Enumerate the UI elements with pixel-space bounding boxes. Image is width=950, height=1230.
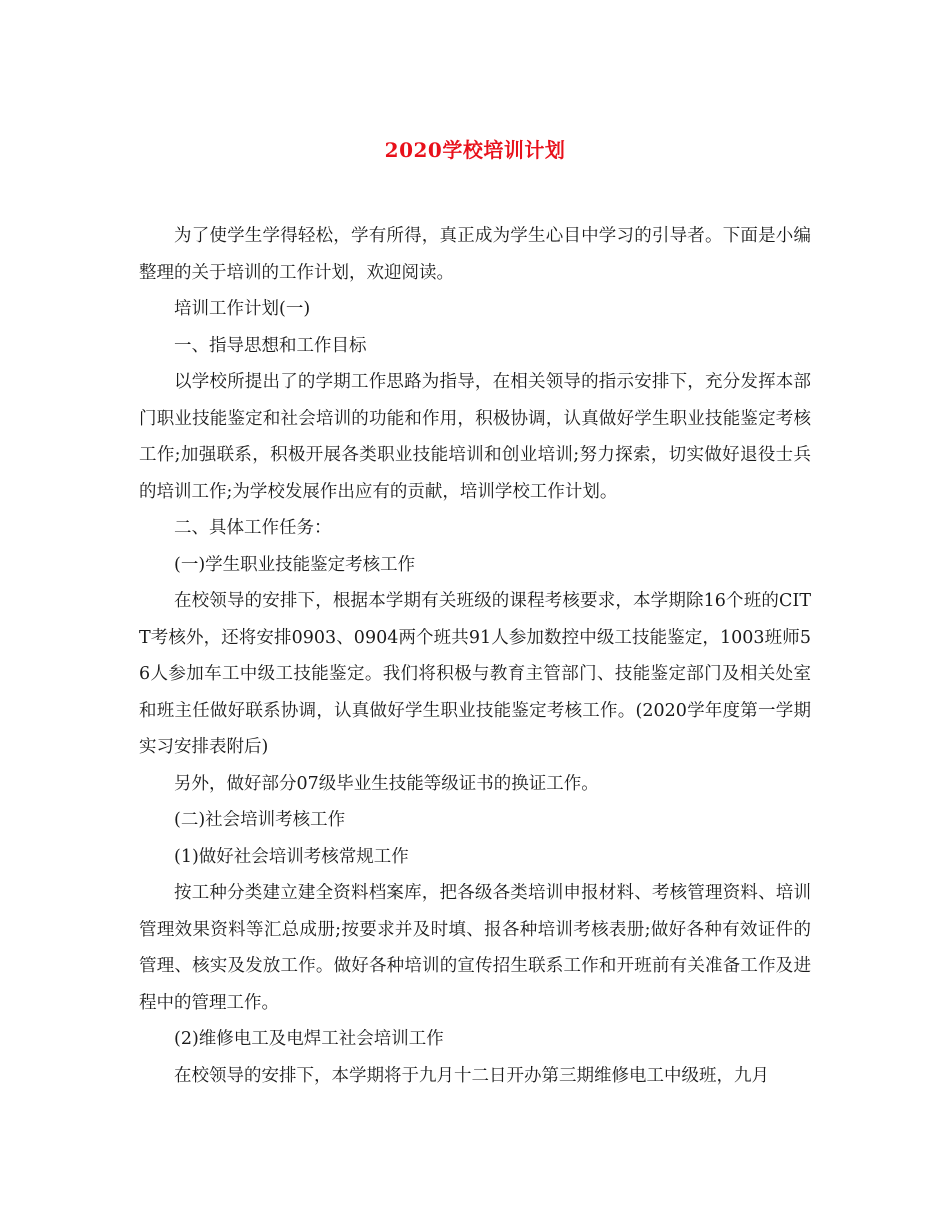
paragraph-intro: 为了使学生学得轻松，学有所得，真正成为学生心目中学习的引导者。下面是小编整理的关于培训的工作计划，欢迎阅读。 [139, 226, 811, 283]
paragraph-skill-assessment: 在校领导的安排下，根据本学期有关班级的课程考核要求，本学期除16个班的CITT考核外，还将安排0903、0904两个班共91人参加数控中级工技能鉴定，1003班师56人参加车工中级工技能鉴定。我们将积极与教育主管部门、技能鉴定部门及相关处室和班主任做好联系协调，认真做好学生职业技能鉴定考核工作。(2020学年度第一学期实习安排表附后) [139, 591, 811, 757]
section-heading-specific-tasks: 二、具体工作任务： [174, 518, 332, 538]
document-body [139, 218, 811, 1094]
paragraph-electrician-welder: 在校领导的安排下，本学期将于九月十二日开办第三期维修电工中级班，九月 [174, 1065, 769, 1086]
subsection-heading-social-training: (二)社会培训考核工作 [174, 810, 346, 830]
paragraph-routine-work: 按工种分类建立建全资料档案库，把各级各类培训申报材料、考核管理资料、培训管理效果资料等汇总成册;按要求并及时填、报各种培训考核表册;做好各种有效证件的管理、核实及发放工作。做好各种培训的宣传招生联系工作和开班前有关准备工作及进程中的管理工作。 [139, 883, 811, 1013]
subsection-heading-skill-assessment: (一)学生职业技能鉴定考核工作 [174, 554, 416, 575]
section-heading-plan-one: 培训工作计划(一) [174, 299, 311, 319]
paragraph-certificate-renewal: 另外，做好部分07级毕业生技能等级证书的换证工作。 [174, 773, 599, 794]
item-heading-electrician-welder: (2)维修电工及电焊工社会培训工作 [174, 1029, 444, 1049]
document-title: 2020学校培训计划 [384, 138, 566, 162]
item-heading-routine-work: (1)做好社会培训考核常规工作 [174, 846, 409, 867]
paragraph-guiding-ideas: 以学校所提出了的学期工作思路为指导，在相关领导的指示安排下，充分发挥本部门职业技能鉴定和社会培训的功能和作用，积极协调，认真做好学生职业技能鉴定考核工作;加强联系，积极开展各类职业技能培训和创业培训;努力探索，切实做好退役士兵的培训工作;为学校发展作出应有的贡献，培训学校工作计划。 [139, 372, 811, 502]
section-heading-guiding-ideas: 一、指导思想和工作目标 [174, 335, 367, 356]
